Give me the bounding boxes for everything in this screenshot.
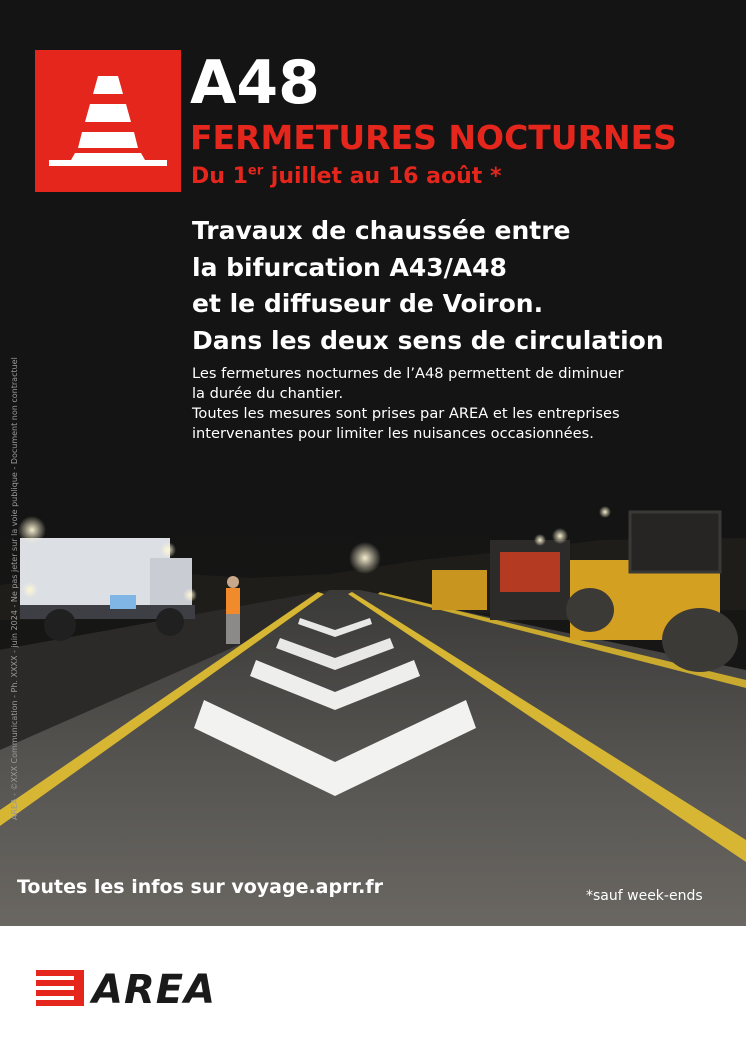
date-range — [191, 162, 501, 192]
side-credit-text: AREA - ©XXX Communication - Ph. XXXX - juin 2024 - Ne pas jeter sur la voie publique - Document non contractuel — [10, 357, 19, 820]
night-roadworks-photo — [0, 500, 746, 926]
works-description — [192, 213, 664, 359]
route-title: A48 — [190, 48, 320, 118]
subtitle-line: Dans les deux sens de circulation — [192, 325, 664, 355]
brand-name: AREA — [92, 967, 217, 1013]
date-suffix: juillet au 16 août * — [263, 164, 502, 189]
body-line: Toutes les mesures sont prises par AREA et les entreprises — [192, 405, 620, 422]
body-line: intervenantes pour limiter les nuisances occasionnées. — [192, 425, 594, 442]
info-website: Toutes les infos sur voyage.aprr.fr — [17, 876, 383, 898]
traffic-cone-icon — [35, 50, 181, 192]
subtitle-line: la bifurcation A43/A48 — [192, 252, 507, 282]
side-credit — [0, 357, 20, 820]
body-line: la durée du chantier. — [192, 385, 344, 402]
headline: FERMETURES NOCTURNES — [190, 118, 677, 157]
subtitle-line: et le diffuseur de Voiron. — [192, 289, 544, 318]
info-paragraph — [192, 364, 623, 444]
date-superscript: er — [247, 163, 264, 179]
body-line: Les fermetures nocturnes de l’A48 permettent de diminuer — [192, 365, 624, 382]
weekend-note: *sauf week-ends — [586, 888, 703, 904]
subtitle-line: Travaux de chaussée entre — [192, 216, 571, 245]
date-prefix: Du 1 — [191, 164, 248, 189]
traffic-cone-logo — [35, 50, 181, 192]
